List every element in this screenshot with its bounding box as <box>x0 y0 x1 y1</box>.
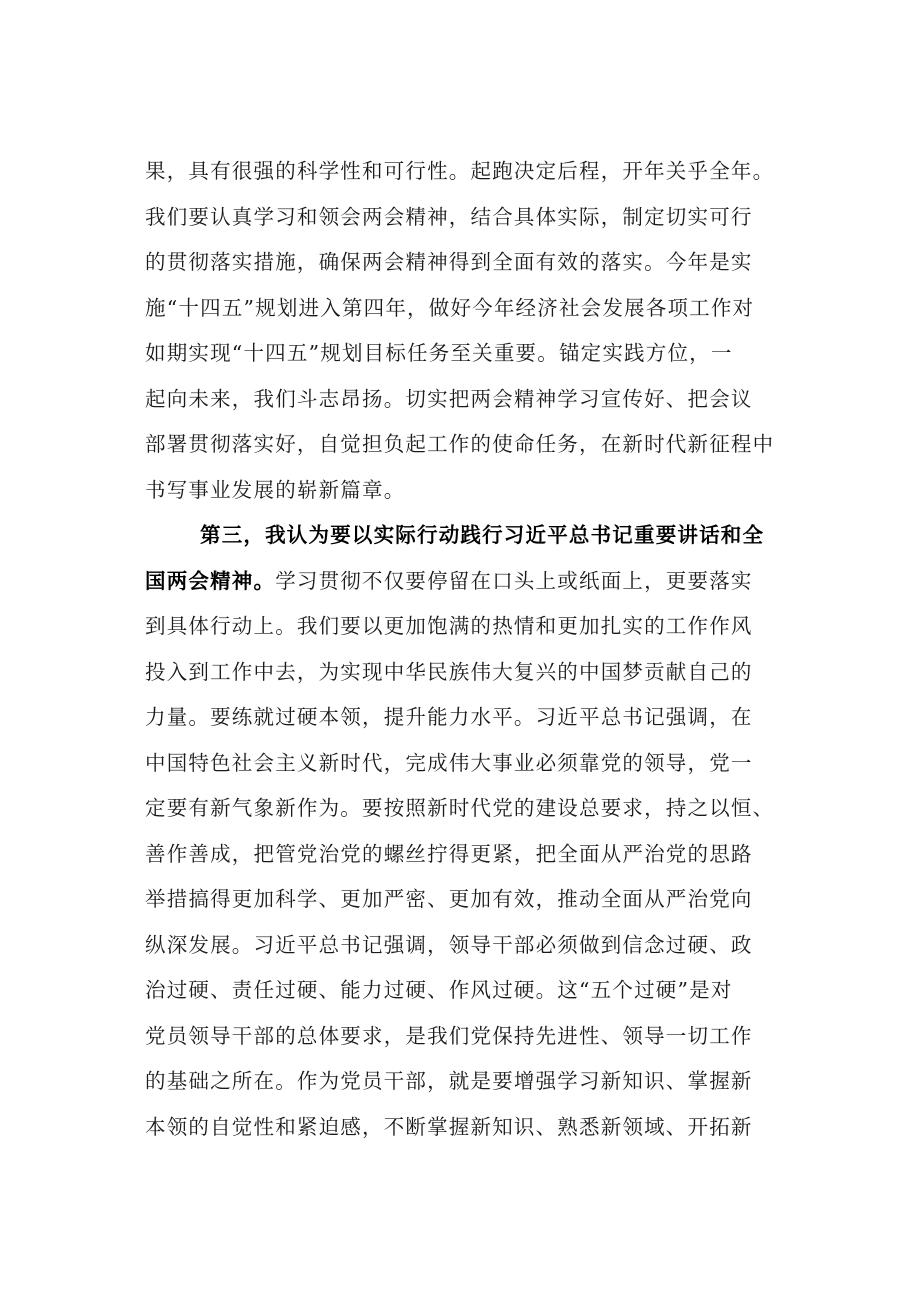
text-line: 投入到工作中去，为实现中华民族伟大复兴的中国梦贡献自己的 <box>145 659 753 684</box>
paragraph-heading: 第三，我认为要以实际行动践行习近平总书记重要讲话和全 <box>200 523 765 547</box>
text-line: 的基础之所在。作为党员干部，就是要增强学习新知识、掌握新 <box>145 1069 753 1093</box>
text-line: 举措搞得更加科学、更加严密、更加有效，推动全面从严治党向 <box>145 887 753 911</box>
text-line: 书写事业发展的崭新篇章。 <box>145 477 406 502</box>
text-line: 善作善成，把管党治党的螺丝拧得更紧，把全面从严治党的思路 <box>145 841 753 866</box>
text-line: 党员领导干部的总体要求，是我们党保持先进性、领导一切工作 <box>145 1023 753 1048</box>
text-line: 的贯彻落实措施，确保两会精神得到全面有效的落实。今年是实 <box>145 250 753 274</box>
text-line: 纵深发展。习近平总书记强调，领导干部必须做到信念过硬、政 <box>145 932 753 957</box>
text-line: 到具体行动上。我们要以更加饱满的热情和更加扎实的工作作风 <box>145 614 753 638</box>
text-line: 部署贯彻落实好，自觉担负起工作的使命任务，在新时代新征程中 <box>145 432 775 456</box>
text-line: 我们要认真学习和领会两会精神，结合具体实际，制定切实可行 <box>145 204 753 229</box>
paragraph-heading-end: 国两会精神。 <box>145 568 276 593</box>
text-line: 施“十四五”规划进入第四年，做好今年经济社会发展各项工作对 <box>145 295 755 320</box>
document-body <box>145 156 805 1157</box>
text-line: 起向未来，我们斗志昂扬。切实把两会精神学习宣传好、把会议 <box>145 386 753 411</box>
text-line: 果，具有很强的科学性和可行性。起跑决定后程，开年关乎全年。 <box>145 159 775 183</box>
text-line: 中国特色社会主义新时代，完成伟大事业必须靠党的领导，党一 <box>145 750 753 775</box>
text-line: 治过硬、责任过硬、能力过硬、作风过硬。这“五个过硬”是对 <box>145 978 733 1002</box>
text-line: 本领的自觉性和紧迫感，不断掌握新知识、熟悉新领域、开拓新 <box>145 1114 753 1139</box>
text-line-rest: 学习贯彻不仅要停留在口头上或纸面上，更要落实 <box>275 568 753 593</box>
paragraph-heading-line <box>145 520 805 566</box>
paragraph-2 <box>145 520 805 1157</box>
text-line: 如期实现“十四五”规划目标任务至关重要。锚定实践方位，一 <box>145 341 733 365</box>
paragraph-1 <box>145 156 805 520</box>
text-line <box>145 566 805 612</box>
text-line: 定要有新气象新作为。要按照新时代党的建设总要求，持之以恒、 <box>145 796 775 820</box>
text-line: 力量。要练就过硬本领，提升能力水平。习近平总书记强调，在 <box>145 705 753 729</box>
